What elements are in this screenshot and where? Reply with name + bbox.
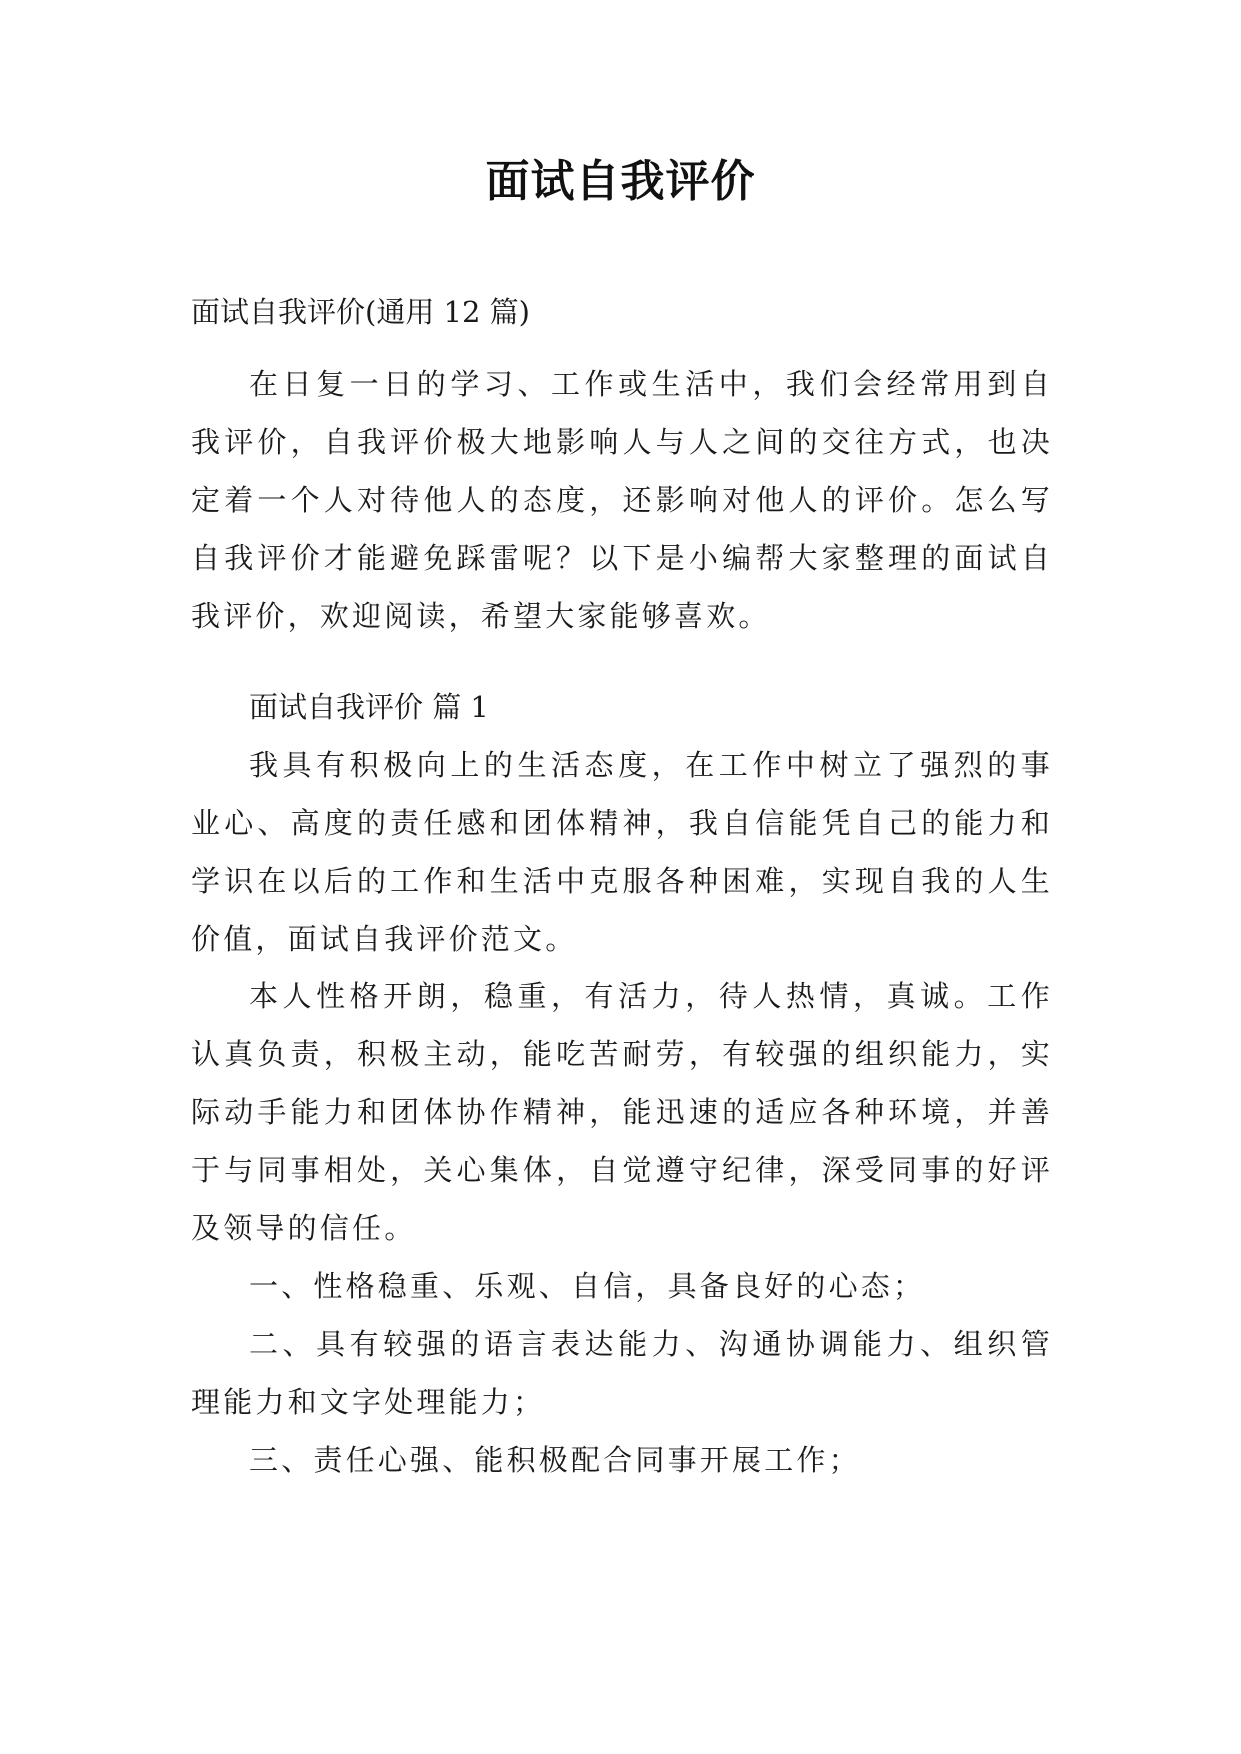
document-subtitle: 面试自我评价(通用 12 篇)	[191, 295, 530, 329]
list-item: 一、性格稳重、乐观、自信，具备良好的心态；	[249, 1269, 926, 1303]
document-title: 面试自我评价	[485, 156, 756, 207]
section-heading: 面试自我评价 篇 1	[249, 690, 489, 724]
body-paragraph: 我具有积极向上的生活态度，在工作中树立了强烈的事业心、高度的责任感和团体精神，我自信能凭自己的能力和学识在以后的工作和生活中克服各种困难，实现自我的人生价值，面试自我评价范文。	[191, 748, 1053, 956]
intro-paragraph: 在日复一日的学习、工作或生活中，我们会经常用到自我评价，自我评价极大地影响人与人之间的交往方式，也决定着一个人对待他人的态度，还影响对他人的评价。怎么写自我评价才能避免踩雷呢？以下是小编帮大家整理的面试自我评价，欢迎阅读，希望大家能够喜欢。	[191, 367, 1053, 633]
body-paragraph: 本人性格开朗，稳重，有活力，待人热情，真诚。工作认真负责，积极主动，能吃苦耐劳，有较强的组织能力，实际动手能力和团体协作精神，能迅速的适应各种环境，并善于与同事相处，关心集体，自觉遵守纪律，深受同事的好评及领导的信任。	[191, 979, 1053, 1245]
list-item: 三、责任心强、能积极配合同事开展工作；	[249, 1443, 861, 1477]
list-item: 二、具有较强的语言表达能力、沟通协调能力、组织管理能力和文字处理能力；	[191, 1327, 1053, 1419]
